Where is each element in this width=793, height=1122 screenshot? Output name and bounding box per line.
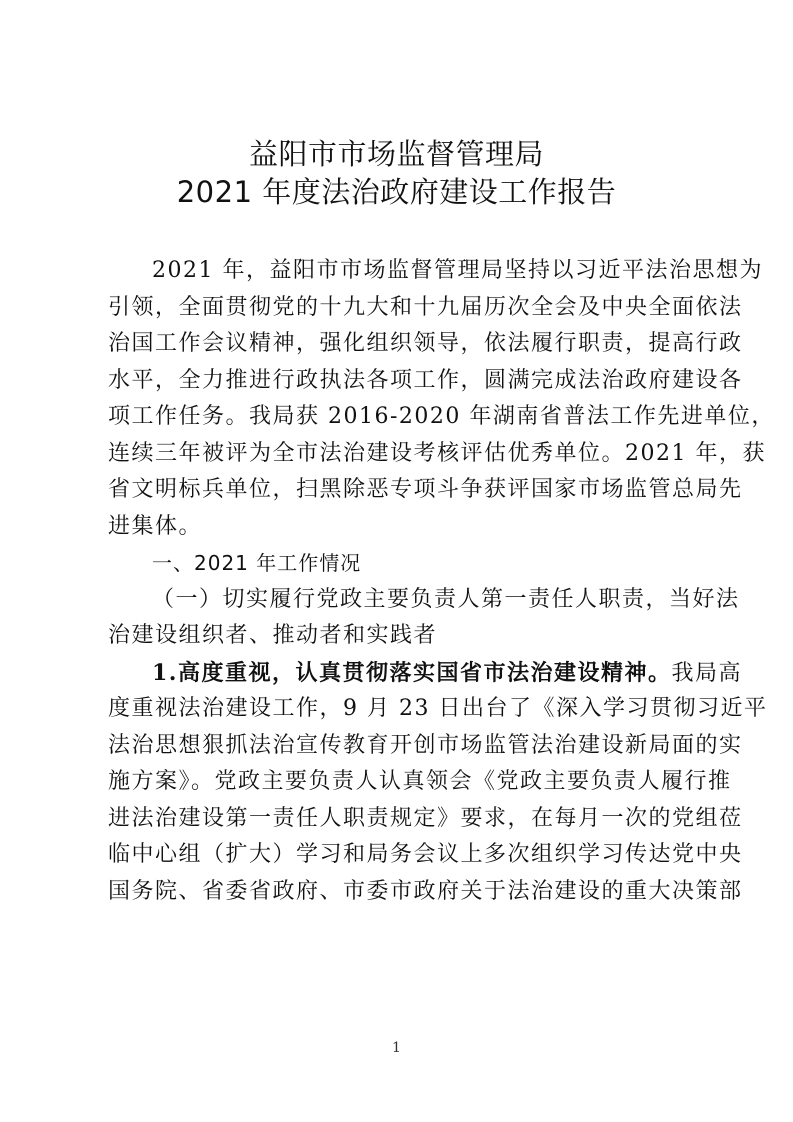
page-number: 1 (392, 1040, 401, 1056)
item1-line: 进法治建设第一责任人职责规定》要求，在每月一次的党组莅 (108, 805, 743, 831)
intro-line: 水平，全力推进行政执法各项工作，圆满完成法治政府建设各 (108, 367, 743, 393)
item1-line: 临中心组（扩大）学习和局务会议上多次组织学习传达党中央 (108, 842, 743, 867)
intro-line: 治国工作会议精神，强化组织领导，依法履行职责，提高行政 (108, 331, 743, 356)
section-heading: 一、2021 年工作情况 (152, 551, 362, 575)
intro-line: 项工作任务。我局获 2016-2020 年湖南省普法工作先进单位， (108, 404, 775, 429)
document-body (108, 253, 775, 910)
item1-line: 法治思想狠抓法治宣传教育开创市场监管法治建设新局面的实 (108, 732, 743, 758)
item1-first-line (108, 655, 742, 692)
intro-line: 进集体。 (108, 513, 203, 539)
intro-line: 引领，全面贯彻党的十九大和十九届历次全会及中央全面依法 (108, 294, 743, 320)
document-title-line2: 2021 年度法治政府建设工作报告 (176, 175, 617, 209)
subsection-heading-line: 治建设组织者、推动者和实践者 (108, 623, 438, 648)
document-title-line1: 益阳市市场监督管理局 (248, 137, 544, 171)
item1-line: 度重视法治建设工作，9 月 23 日出台了《深入学习贯彻习近平 (108, 696, 768, 721)
item1-bold-heading: 1.高度重视，认真贯彻落实国省市法治建设精神。 (152, 659, 672, 686)
item1-line: 国务院、省委省政府、市委市政府关于法治建设的重大决策部 (108, 878, 743, 904)
item1-first-line-rest: 我局高 (671, 660, 742, 686)
intro-line: 省文明标兵单位，扫黑除恶专项斗争获评国家市场监管总局先 (108, 477, 743, 502)
intro-line: 2021 年，益阳市市场监督管理局坚持以习近平法治思想为 (152, 258, 763, 283)
item1-line: 施方案》。党政主要负责人认真领会《党政主要负责人履行推 (108, 769, 732, 794)
intro-line: 连续三年被评为全市法治建设考核评估优秀单位。2021 年，获 (108, 440, 766, 466)
subsection-heading-line: （一）切实履行党政主要负责人第一责任人职责，当好法 (152, 586, 740, 612)
